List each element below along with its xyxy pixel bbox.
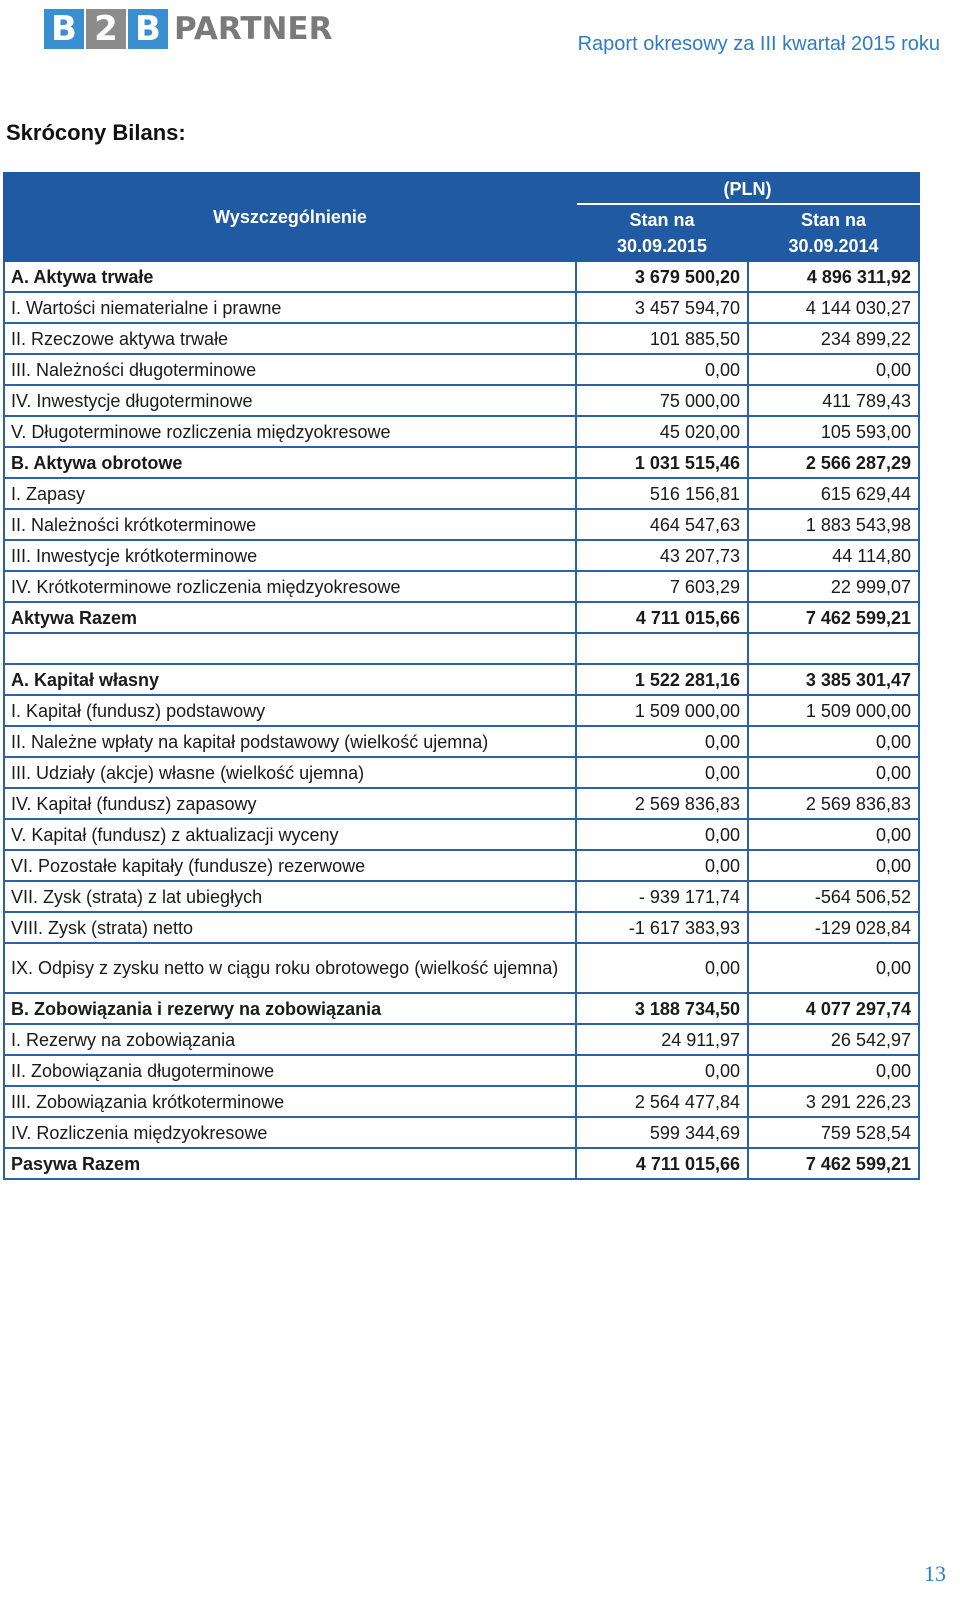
row-label: III. Udziały (akcje) własne (wielkość ujemna) bbox=[4, 757, 576, 788]
value-2015: 45 020,00 bbox=[576, 416, 748, 447]
value-2014: 615 629,44 bbox=[748, 478, 919, 509]
value-2014: 0,00 bbox=[748, 943, 919, 993]
value-2015: 0,00 bbox=[576, 819, 748, 850]
spacer-cell bbox=[576, 633, 748, 664]
table-row bbox=[4, 1148, 919, 1179]
row-label: Pasywa Razem bbox=[4, 1148, 576, 1179]
table-row bbox=[4, 912, 919, 943]
table-row bbox=[4, 416, 919, 447]
value-2015: 0,00 bbox=[576, 757, 748, 788]
value-2014: 105 593,00 bbox=[748, 416, 919, 447]
value-2014: 7 462 599,21 bbox=[748, 602, 919, 633]
row-label: B. Zobowiązania i rezerwy na zobowiązania bbox=[4, 993, 576, 1024]
value-2014: 3 291 226,23 bbox=[748, 1086, 919, 1117]
value-2014: 4 144 030,27 bbox=[748, 292, 919, 323]
value-2014: 759 528,54 bbox=[748, 1117, 919, 1148]
value-2014: 1 883 543,98 bbox=[748, 509, 919, 540]
value-2014: 44 114,80 bbox=[748, 540, 919, 571]
value-2015: 0,00 bbox=[576, 726, 748, 757]
value-2015: 599 344,69 bbox=[576, 1117, 748, 1148]
spacer-cell bbox=[748, 633, 919, 664]
value-2015: 7 603,29 bbox=[576, 571, 748, 602]
value-2014: 2 566 287,29 bbox=[748, 447, 919, 478]
value-2015: 516 156,81 bbox=[576, 478, 748, 509]
table-row bbox=[4, 385, 919, 416]
report-title: Raport okresowy za III kwartał 2015 roku bbox=[577, 33, 940, 55]
table-row bbox=[4, 1024, 919, 1055]
value-2014: 0,00 bbox=[748, 354, 919, 385]
table-row bbox=[4, 261, 919, 292]
table-row bbox=[4, 354, 919, 385]
logo-word: PARTNER bbox=[174, 11, 333, 47]
table-row bbox=[4, 943, 919, 993]
value-2015: 1 509 000,00 bbox=[576, 695, 748, 726]
table-row bbox=[4, 602, 919, 633]
value-2015: 4 711 015,66 bbox=[576, 1148, 748, 1179]
value-2014: 0,00 bbox=[748, 819, 919, 850]
value-2014: 4 896 311,92 bbox=[748, 261, 919, 292]
column-header-2014: Stan na 30.09.2014 bbox=[748, 204, 919, 261]
table-row bbox=[4, 478, 919, 509]
value-2015: 0,00 bbox=[576, 850, 748, 881]
row-label: II. Rzeczowe aktywa trwałe bbox=[4, 323, 576, 354]
row-label: IV. Rozliczenia międzyokresowe bbox=[4, 1117, 576, 1148]
row-label: V. Długoterminowe rozliczenia międzyokresowe bbox=[4, 416, 576, 447]
row-label: II. Należności krótkoterminowe bbox=[4, 509, 576, 540]
value-2015: 0,00 bbox=[576, 943, 748, 993]
table-row bbox=[4, 819, 919, 850]
value-2015: 464 547,63 bbox=[576, 509, 748, 540]
logo-block-b1: B bbox=[44, 9, 84, 49]
value-2015: 101 885,50 bbox=[576, 323, 748, 354]
value-2014: 26 542,97 bbox=[748, 1024, 919, 1055]
value-2015: 2 569 836,83 bbox=[576, 788, 748, 819]
value-2014: 1 509 000,00 bbox=[748, 695, 919, 726]
logo-block-b2: B bbox=[128, 9, 168, 49]
table-row bbox=[4, 509, 919, 540]
value-2015: 24 911,97 bbox=[576, 1024, 748, 1055]
value-2015: 2 564 477,84 bbox=[576, 1086, 748, 1117]
table-header-row bbox=[4, 173, 919, 204]
row-label: I. Wartości niematerialne i prawne bbox=[4, 292, 576, 323]
row-label: A. Aktywa trwałe bbox=[4, 261, 576, 292]
row-label: III. Zobowiązania krótkoterminowe bbox=[4, 1086, 576, 1117]
row-label: II. Należne wpłaty na kapitał podstawowy (wielkość ujemna) bbox=[4, 726, 576, 757]
table-row bbox=[4, 292, 919, 323]
row-label: I. Rezerwy na zobowiązania bbox=[4, 1024, 576, 1055]
page-number: 13 bbox=[924, 1561, 946, 1586]
value-2014: 411 789,43 bbox=[748, 385, 919, 416]
row-label: I. Kapitał (fundusz) podstawowy bbox=[4, 695, 576, 726]
table-row bbox=[4, 726, 919, 757]
value-2015: 75 000,00 bbox=[576, 385, 748, 416]
row-label: I. Zapasy bbox=[4, 478, 576, 509]
value-2014: 234 899,22 bbox=[748, 323, 919, 354]
value-2015: - 939 171,74 bbox=[576, 881, 748, 912]
table-row bbox=[4, 993, 919, 1024]
value-2014: 4 077 297,74 bbox=[748, 993, 919, 1024]
value-2014: -129 028,84 bbox=[748, 912, 919, 943]
spacer-row bbox=[4, 633, 919, 664]
table-row bbox=[4, 571, 919, 602]
value-2015: 4 711 015,66 bbox=[576, 602, 748, 633]
value-2015: 0,00 bbox=[576, 354, 748, 385]
row-label: VII. Zysk (strata) z lat ubiegłych bbox=[4, 881, 576, 912]
table-row bbox=[4, 323, 919, 354]
value-2014: 22 999,07 bbox=[748, 571, 919, 602]
value-2014: 0,00 bbox=[748, 726, 919, 757]
value-2014: 0,00 bbox=[748, 850, 919, 881]
table-row bbox=[4, 695, 919, 726]
table-row bbox=[4, 1086, 919, 1117]
logo-block-2: 2 bbox=[86, 9, 126, 49]
row-label: IX. Odpisy z zysku netto w ciągu roku obrotowego (wielkość ujemna) bbox=[4, 943, 576, 993]
row-label: II. Zobowiązania długoterminowe bbox=[4, 1055, 576, 1086]
balance-sheet-table bbox=[3, 172, 920, 1180]
row-label: B. Aktywa obrotowe bbox=[4, 447, 576, 478]
row-label: III. Należności długoterminowe bbox=[4, 354, 576, 385]
value-2015: 3 188 734,50 bbox=[576, 993, 748, 1024]
section-title: Skrócony Bilans: bbox=[6, 120, 186, 145]
table-row bbox=[4, 664, 919, 695]
table-row bbox=[4, 447, 919, 478]
row-label: IV. Inwestycje długoterminowe bbox=[4, 385, 576, 416]
row-label: VIII. Zysk (strata) netto bbox=[4, 912, 576, 943]
value-2015: 43 207,73 bbox=[576, 540, 748, 571]
table-row bbox=[4, 850, 919, 881]
row-label: III. Inwestycje krótkoterminowe bbox=[4, 540, 576, 571]
row-label: V. Kapitał (fundusz) z aktualizacji wyceny bbox=[4, 819, 576, 850]
row-label: VI. Pozostałe kapitały (fundusze) rezerwowe bbox=[4, 850, 576, 881]
column-header-2015: Stan na 30.09.2015 bbox=[576, 204, 748, 261]
value-2014: -564 506,52 bbox=[748, 881, 919, 912]
value-2015: 1 522 281,16 bbox=[576, 664, 748, 695]
value-2014: 3 385 301,47 bbox=[748, 664, 919, 695]
table-row bbox=[4, 788, 919, 819]
value-2014: 7 462 599,21 bbox=[748, 1148, 919, 1179]
table-row bbox=[4, 1117, 919, 1148]
table-row bbox=[4, 540, 919, 571]
value-2015: 3 457 594,70 bbox=[576, 292, 748, 323]
row-label: IV. Kapitał (fundusz) zapasowy bbox=[4, 788, 576, 819]
company-logo bbox=[44, 6, 332, 52]
value-2015: -1 617 383,93 bbox=[576, 912, 748, 943]
row-label: Aktywa Razem bbox=[4, 602, 576, 633]
value-2014: 2 569 836,83 bbox=[748, 788, 919, 819]
table-row bbox=[4, 757, 919, 788]
column-header-label: Wyszczególnienie bbox=[4, 173, 576, 261]
spacer-cell bbox=[4, 633, 576, 664]
row-label: IV. Krótkoterminowe rozliczenia międzyokresowe bbox=[4, 571, 576, 602]
value-2014: 0,00 bbox=[748, 1055, 919, 1086]
row-label: A. Kapitał własny bbox=[4, 664, 576, 695]
table-row bbox=[4, 881, 919, 912]
value-2015: 0,00 bbox=[576, 1055, 748, 1086]
value-2015: 3 679 500,20 bbox=[576, 261, 748, 292]
value-2014: 0,00 bbox=[748, 757, 919, 788]
currency-label: (PLN) bbox=[576, 173, 919, 204]
table-row bbox=[4, 1055, 919, 1086]
value-2015: 1 031 515,46 bbox=[576, 447, 748, 478]
